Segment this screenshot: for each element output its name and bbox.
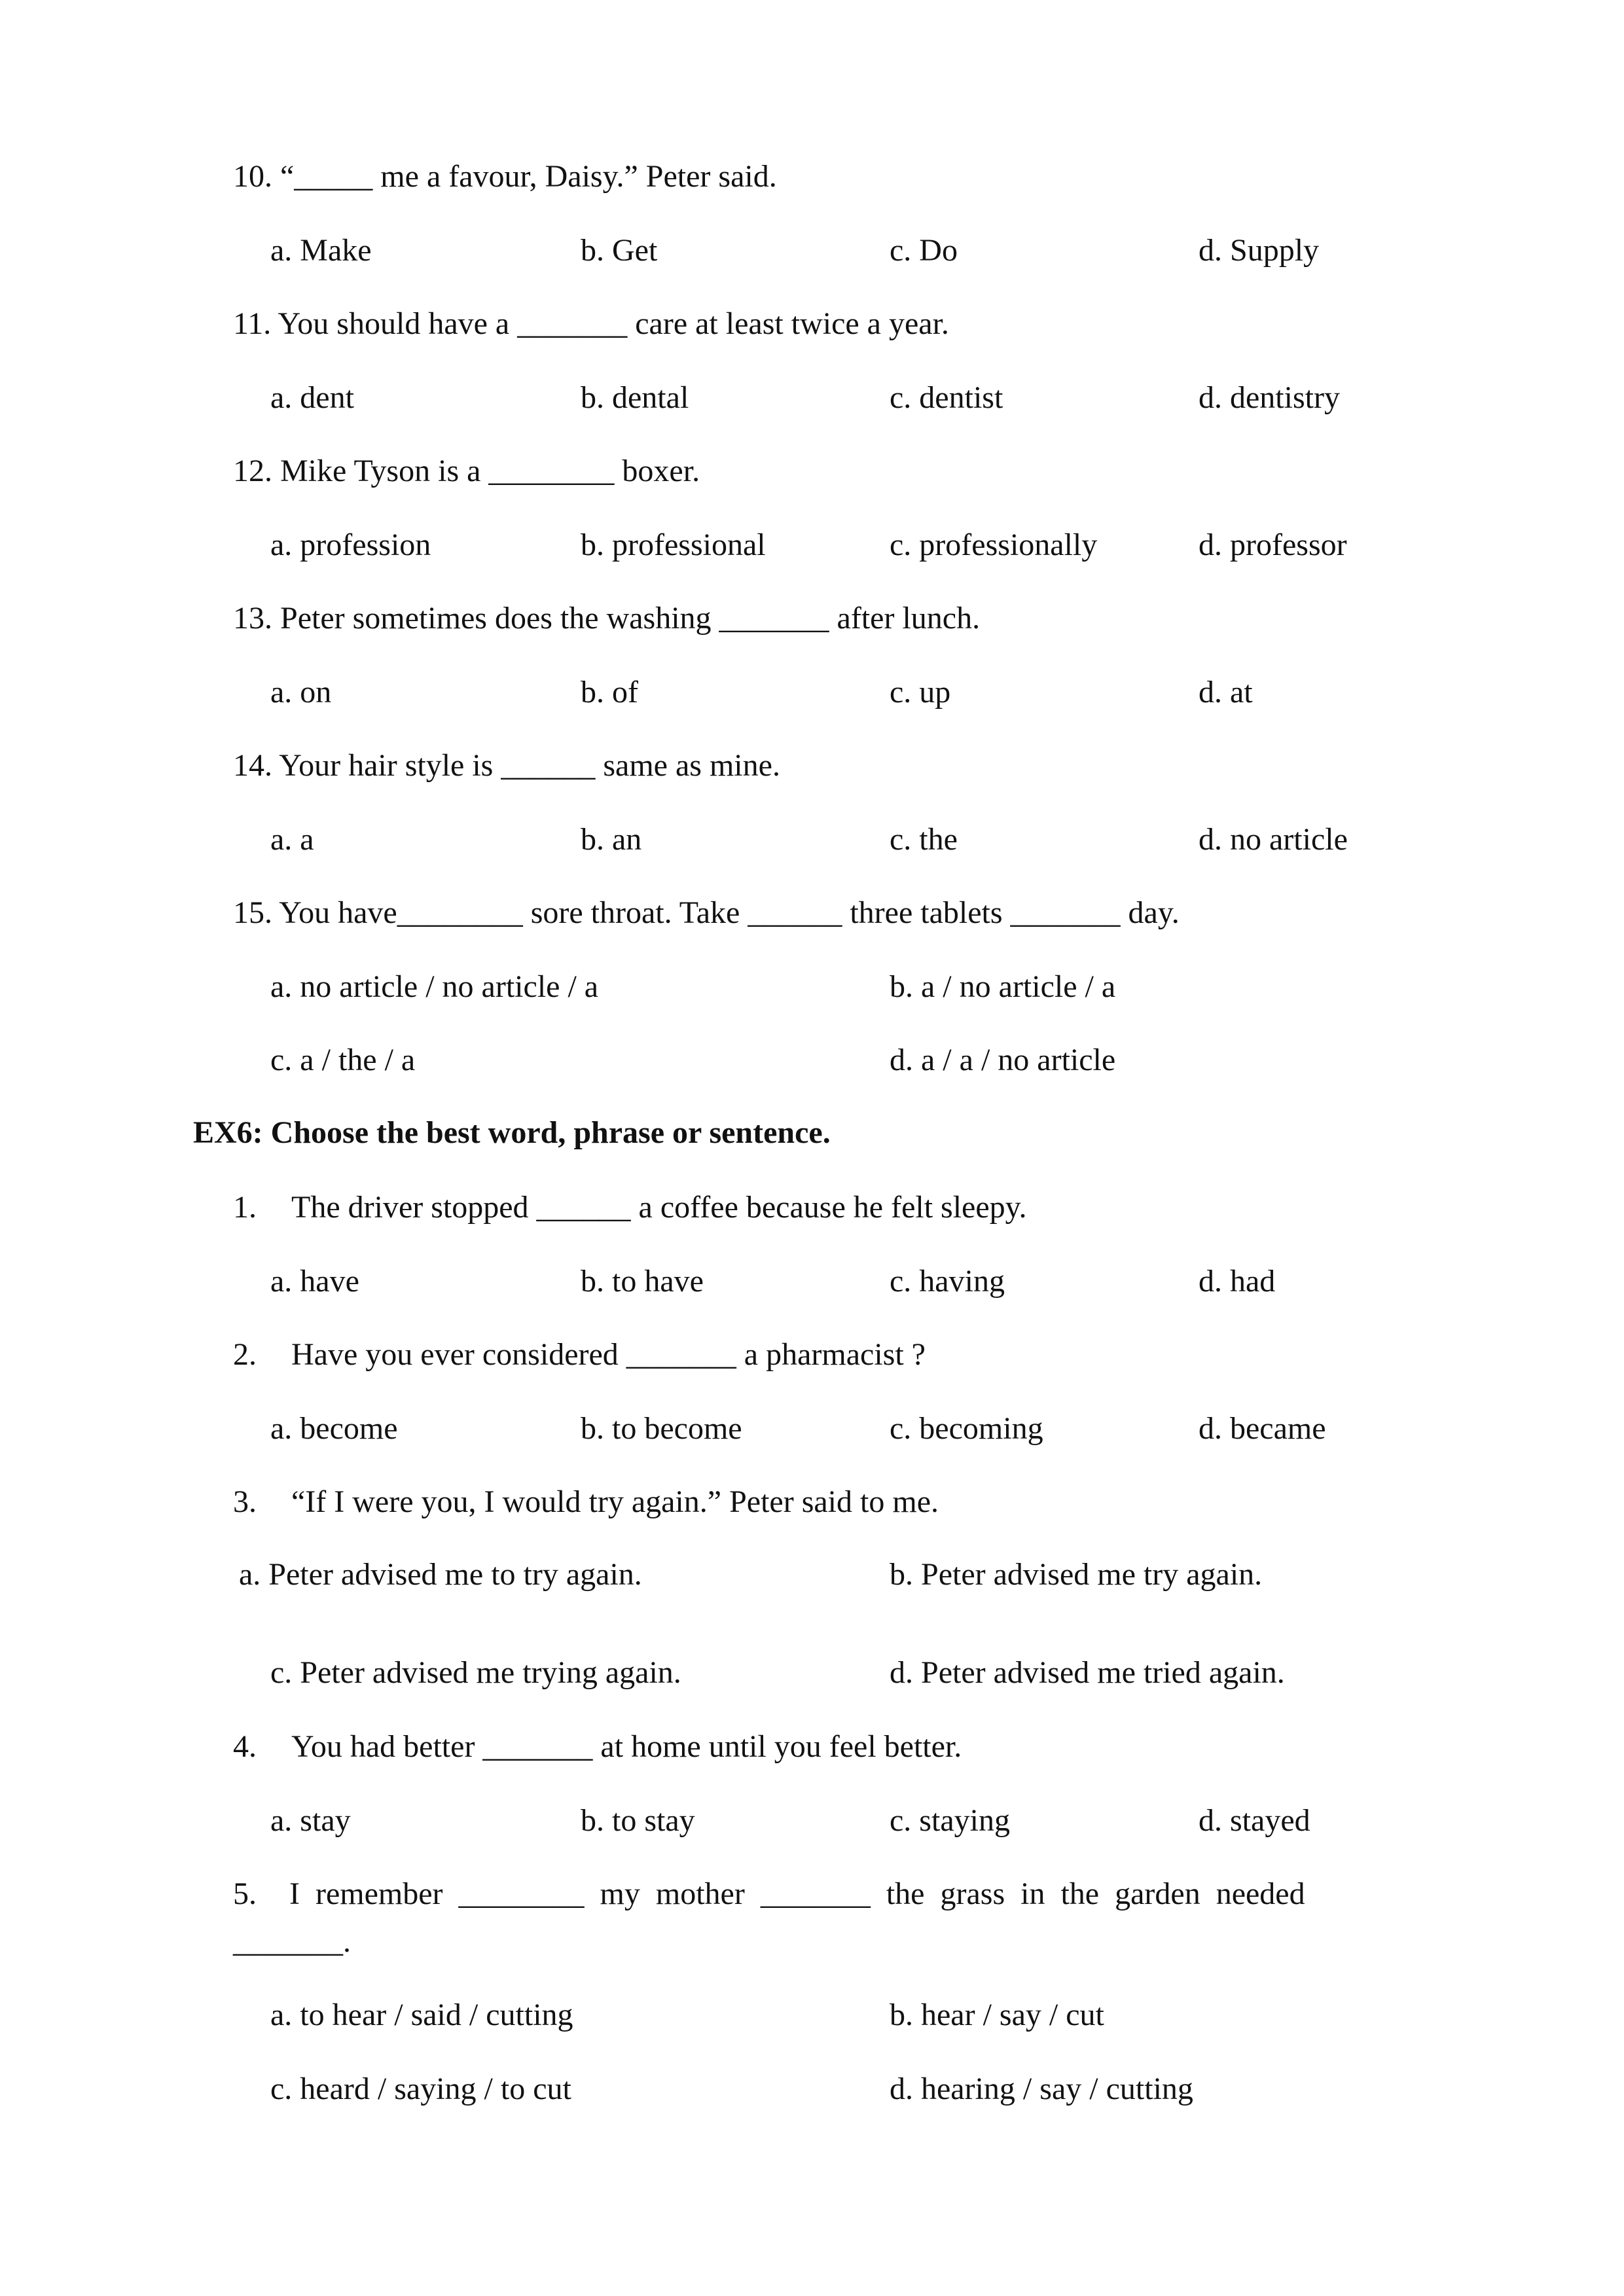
question-stem — [233, 897, 1180, 929]
option-c: c. Do — [890, 233, 958, 268]
option-a: a. Peter advised me to try again. — [239, 1557, 642, 1592]
option-c: c. the — [890, 822, 958, 857]
question-number: 3. — [233, 1484, 257, 1519]
option-d: d. Peter advised me tried again. — [890, 1655, 1285, 1690]
option-b: b. Get — [581, 233, 658, 268]
option-a: a. stay — [270, 1803, 351, 1838]
option-a: a. no article / no article / a — [270, 969, 599, 1004]
option-d: d. became — [1199, 1411, 1326, 1446]
option-d: d. hearing / say / cutting — [890, 2072, 1193, 2106]
option-c: c. dentist — [890, 380, 1003, 415]
question-text-continued: _______. — [233, 1924, 351, 1959]
option-d: d. stayed — [1199, 1803, 1310, 1838]
option-b: b. hear / say / cut — [890, 1998, 1104, 2032]
option-a: a. on — [270, 675, 332, 709]
option-b: b. of — [581, 675, 638, 709]
option-c: c. professionally — [890, 528, 1098, 562]
question-text: You had better _______ at home until you feel better. — [291, 1729, 962, 1764]
question-number: 13. — [233, 601, 272, 636]
option-d: d. had — [1199, 1264, 1276, 1299]
option-c: c. staying — [890, 1803, 1010, 1838]
option-b: b. to have — [581, 1264, 704, 1299]
option-c: c. Peter advised me trying again. — [270, 1655, 681, 1690]
question-number: 15. — [233, 895, 272, 930]
option-b: b. Peter advised me try again. — [890, 1557, 1263, 1592]
question-number: 11. — [233, 306, 272, 341]
question-number: 10. — [233, 159, 272, 194]
question-number: 4. — [233, 1729, 257, 1764]
option-a: a. Make — [270, 233, 372, 268]
question-text: Peter sometimes does the washing _______ after lunch. — [280, 601, 981, 636]
question-number: 5. — [233, 1876, 257, 1911]
option-c: c. having — [890, 1264, 1005, 1299]
option-a: a. dent — [270, 380, 354, 415]
question-text: “If I were you, I would try again.” Peter said to me. — [291, 1484, 939, 1519]
question-stem — [233, 161, 777, 192]
question-text: I remember ________ my mother _______ the grass in the garden needed — [289, 1876, 1305, 1911]
option-c: c. heard / saying / to cut — [270, 2072, 571, 2106]
option-a: a. a — [270, 822, 314, 857]
option-c: c. becoming — [890, 1411, 1043, 1446]
option-a: a. profession — [270, 528, 431, 562]
option-b: b. a / no article / a — [890, 969, 1116, 1004]
option-d: d. a / a / no article — [890, 1043, 1116, 1077]
option-a: a. to hear / said / cutting — [270, 1998, 573, 2032]
option-d: d. professor — [1199, 528, 1347, 562]
question-number: 1. — [233, 1190, 257, 1225]
question-text: You have________ sore throat. Take ______ three tablets _______ day. — [279, 895, 1180, 930]
question-stem — [233, 603, 980, 634]
option-d: d. Supply — [1199, 233, 1320, 268]
question-text: Your hair style is ______ same as mine. — [279, 748, 780, 783]
question-text: Have you ever considered _______ a pharmacist ? — [291, 1337, 926, 1372]
option-b: b. to become — [581, 1411, 742, 1446]
option-b: b. professional — [581, 528, 766, 562]
section-heading: EX6: Choose the best word, phrase or sentence. — [193, 1115, 831, 1150]
option-c: c. up — [890, 675, 951, 709]
question-text: Mike Tyson is a ________ boxer. — [280, 454, 700, 488]
question-stem — [233, 308, 949, 340]
option-c: c. a / the / a — [270, 1043, 416, 1077]
question-text: The driver stopped ______ a coffee because he felt sleepy. — [291, 1190, 1027, 1225]
question-stem — [233, 456, 700, 487]
option-b: b. to stay — [581, 1803, 695, 1838]
question-text: You should have a _______ care at least twice a year. — [278, 306, 949, 341]
option-b: b. an — [581, 822, 642, 857]
option-d: d. at — [1199, 675, 1253, 709]
question-text: “_____ me a favour, Daisy.” Peter said. — [280, 159, 777, 194]
option-a: a. become — [270, 1411, 398, 1446]
question-number: 14. — [233, 748, 272, 783]
option-d: d. no article — [1199, 822, 1348, 857]
option-a: a. have — [270, 1264, 359, 1299]
option-d: d. dentistry — [1199, 380, 1340, 415]
question-number: 12. — [233, 454, 272, 488]
question-stem — [233, 750, 780, 781]
question-number: 2. — [233, 1337, 257, 1372]
option-b: b. dental — [581, 380, 689, 415]
